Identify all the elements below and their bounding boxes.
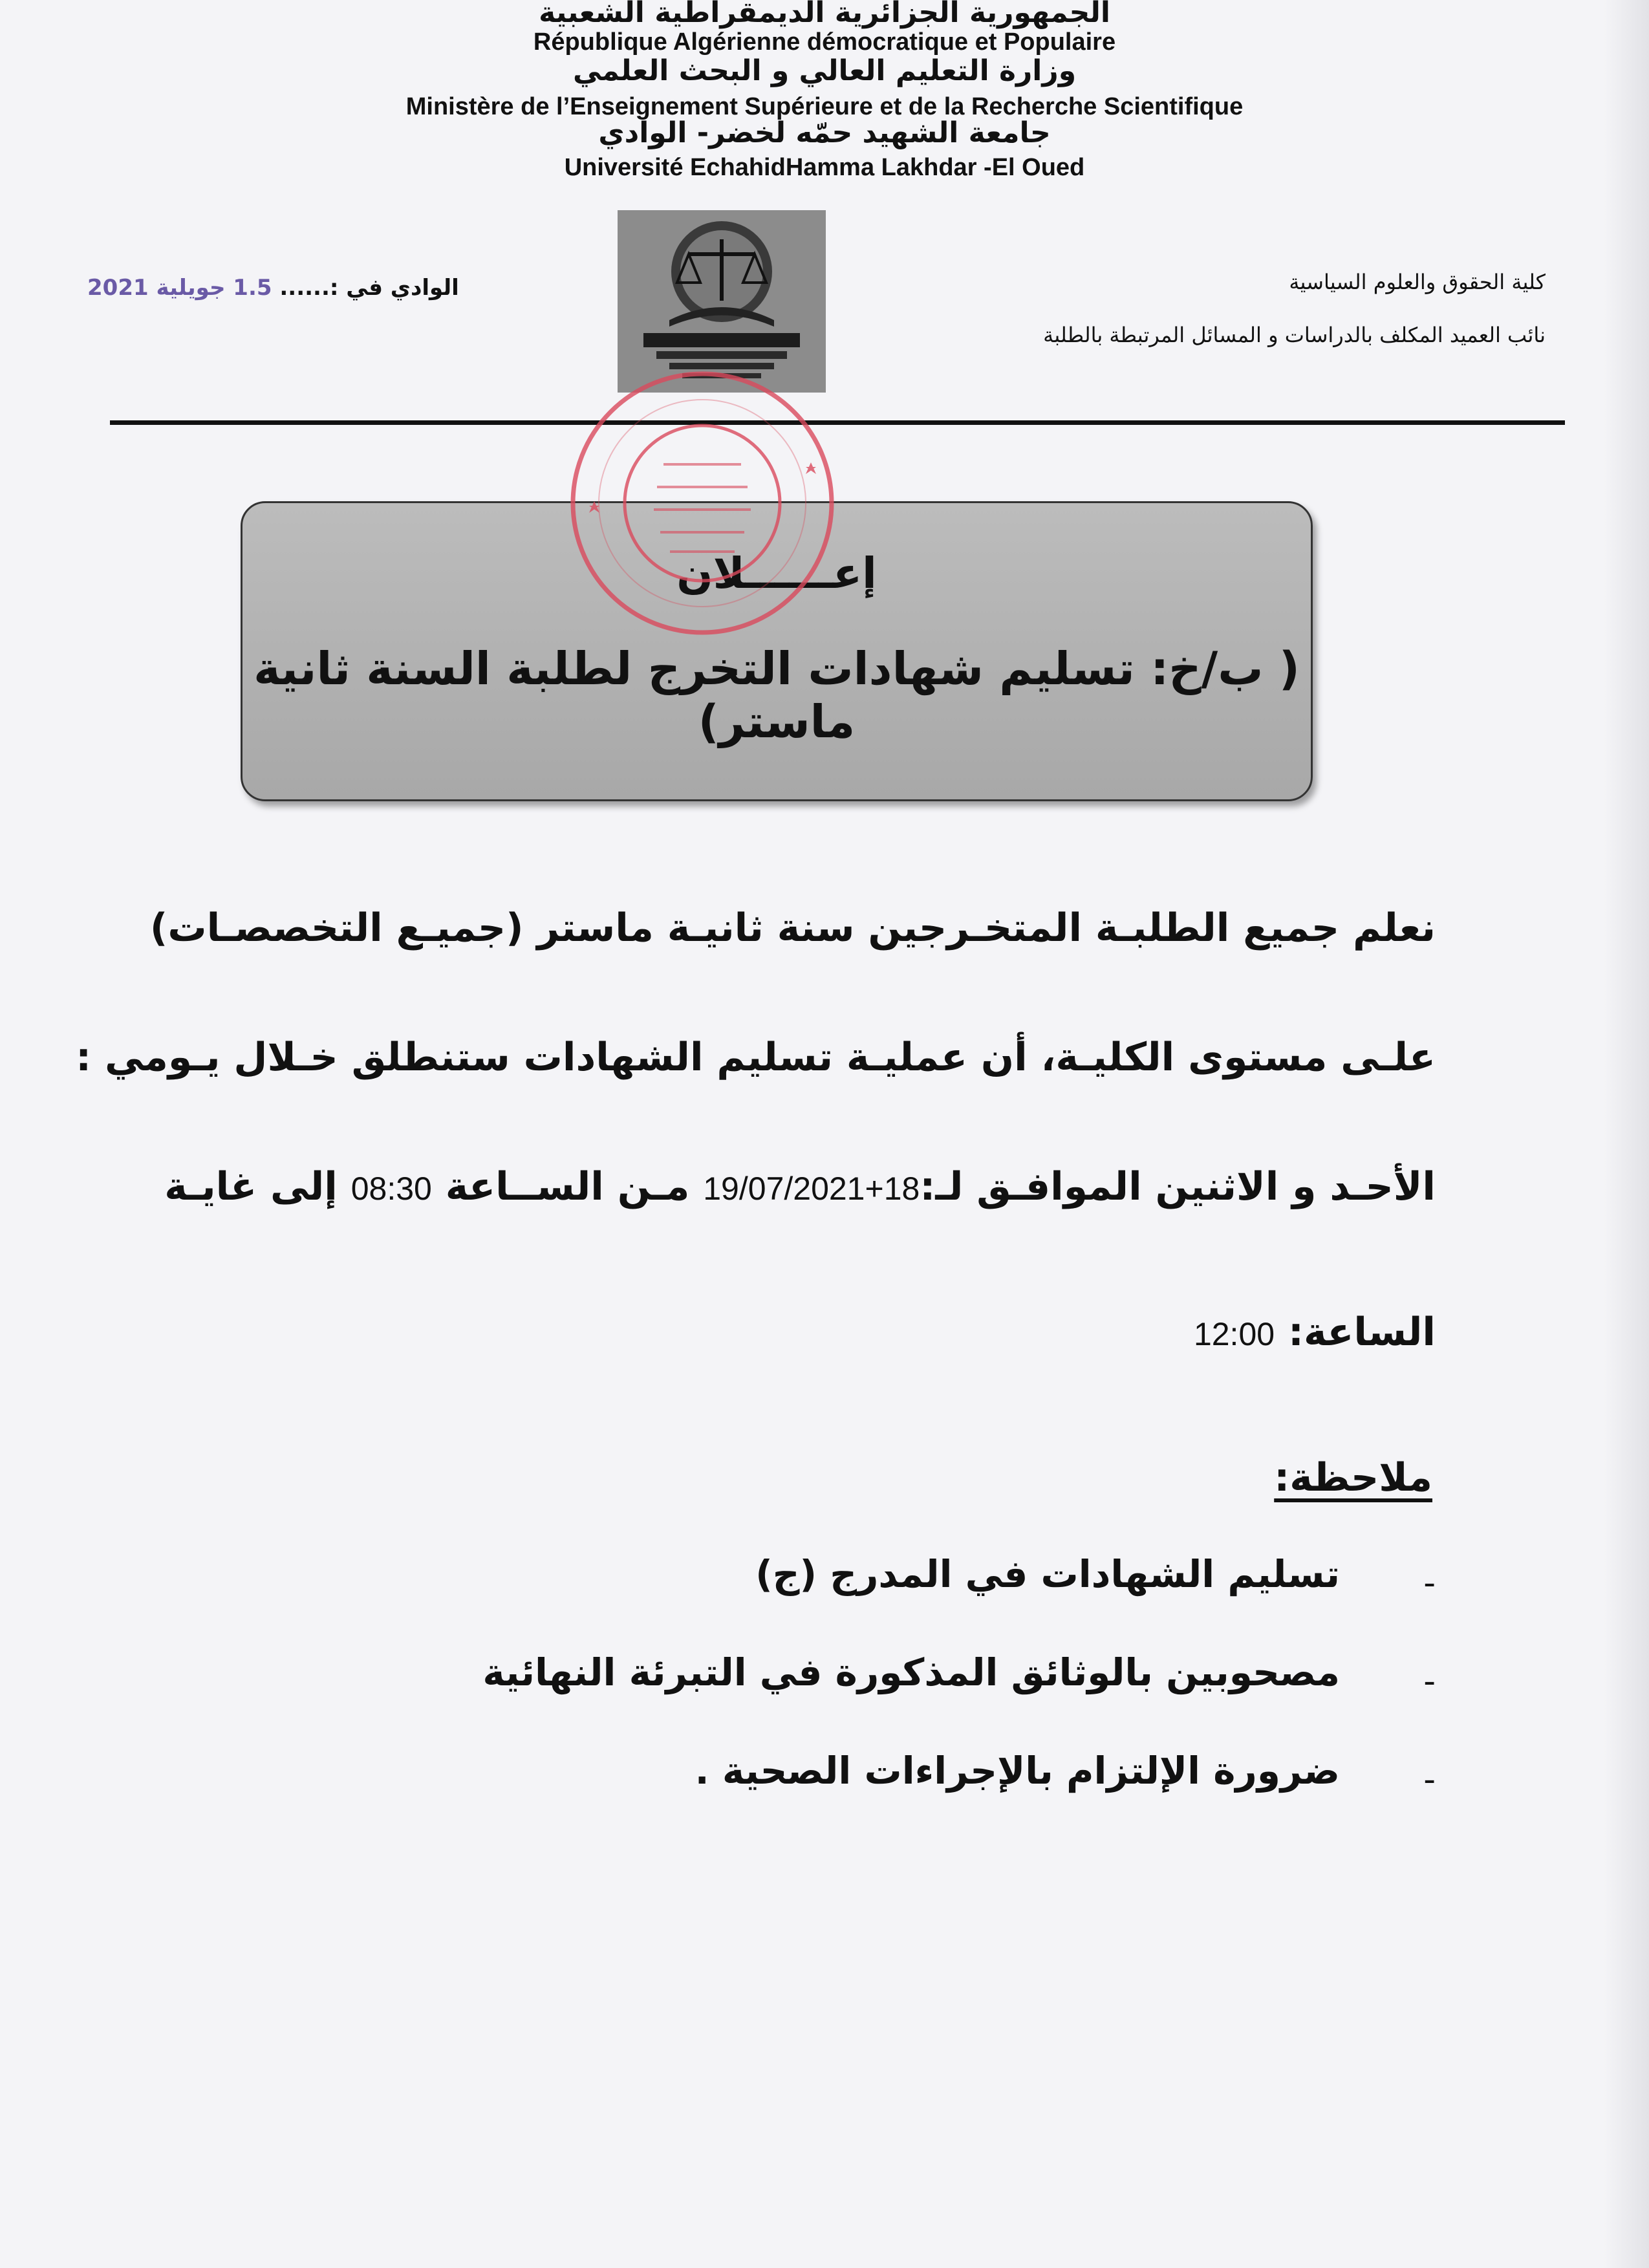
delivery-dates: 18+19/07/2021 xyxy=(703,1171,920,1207)
note-item: مصحوبين بالوثائق المذكورة في التبرئة النهائية xyxy=(482,1650,1340,1694)
date-block xyxy=(87,275,459,301)
ministry-ar: وزارة التعليم العالي و البحث العلمي xyxy=(572,54,1077,87)
body-line-3 xyxy=(78,1164,1436,1209)
announcement-title: إعــــــلان xyxy=(676,548,877,598)
bullet-dash: - xyxy=(1423,1564,1436,1603)
body-line-4 xyxy=(78,1310,1436,1355)
start-time: 08:30 xyxy=(350,1171,432,1207)
republic-fr: République Algérienne démocratique et Populaire xyxy=(533,28,1116,56)
ministry-fr: Ministère de l’Enseignement Supérieure et de la Recherche Scientifique xyxy=(405,93,1244,120)
body-line-3-b: مـن الســاعة xyxy=(445,1164,690,1209)
date-stamp: 1.5 جويلية 2021 xyxy=(87,275,272,301)
notes-label: ملاحظة: xyxy=(1274,1455,1432,1500)
university-ar: جامعة الشهيد حمّه لخضر- الوادي xyxy=(598,116,1051,149)
note-item: تسليم الشهادات في المدرج (ج) xyxy=(755,1552,1340,1596)
body-line-2: علـى مستوى الكليـة، أن عمليـة تسليم الشهادات ستنطلق خـلال يـومي : xyxy=(76,1035,1436,1080)
date-dots: ...... xyxy=(279,275,330,301)
faculty-name: كلية الحقوق والعلوم السياسية xyxy=(1289,270,1546,294)
body-line-1: نعلم جميع الطلبـة المتخـرجين سنة ثانيـة ماستر (جميـع التخصصـات) xyxy=(149,905,1436,951)
bullet-dash: - xyxy=(1423,1662,1436,1701)
page-edge-shadow xyxy=(1604,0,1649,2268)
faculty-office: نائب العميد المكلف بالدراسات و المسائل المرتبطة بالطلبة xyxy=(1043,323,1546,347)
end-time: 12:00 xyxy=(1193,1316,1275,1352)
bullet-dash: - xyxy=(1423,1760,1436,1799)
official-seal-icon xyxy=(560,361,845,645)
university-fr: Université EchahidHamma Lakhdar -El Oued xyxy=(564,154,1085,181)
date-label: الوادي في : xyxy=(329,275,459,301)
republic-ar: الجمهورية الجزائرية الديمقراطية الشعبية xyxy=(539,0,1110,29)
body-line-3-c: إلى غايـة xyxy=(164,1164,338,1209)
faculty-block xyxy=(1043,255,1546,362)
announcement-subtitle: ( ب/خ: تسليم شهادات التخرج لطلبة السنة ثانية ماستر) xyxy=(253,642,1300,748)
body-line-4-a: الساعة: xyxy=(1288,1310,1436,1355)
body-line-3-a: الأحـد و الاثنين الموافـق لـ: xyxy=(920,1164,1436,1209)
note-item: ضرورة الإلتزام بالإجراءات الصحية . xyxy=(695,1749,1340,1793)
